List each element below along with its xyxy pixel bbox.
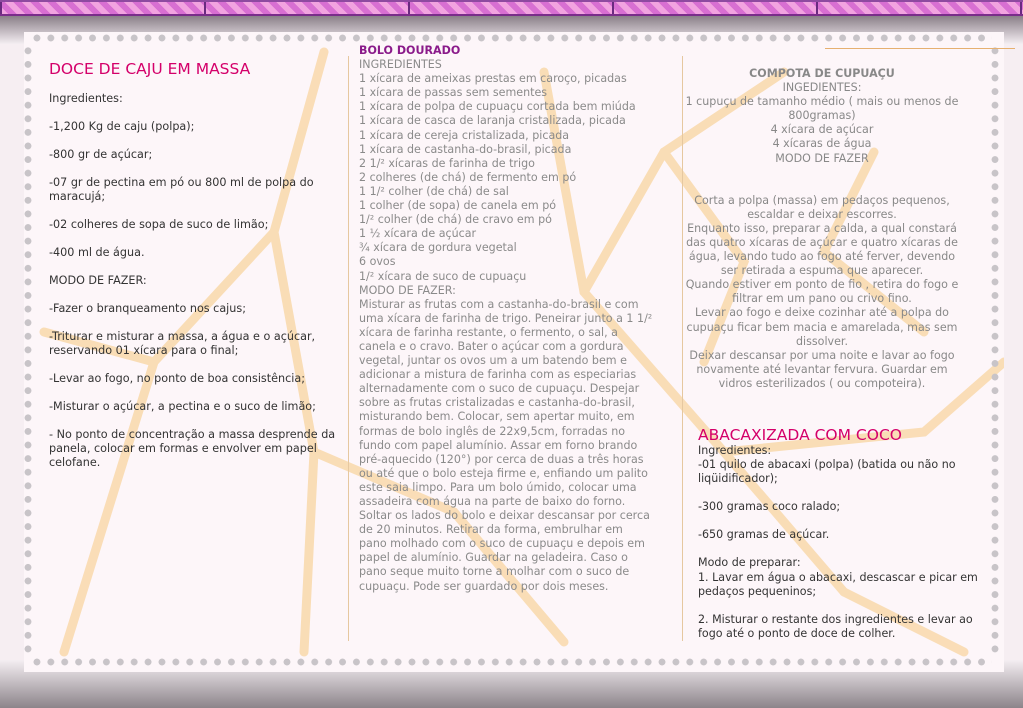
recipe-title: COMPOTA DE CUPUAÇU	[749, 67, 895, 80]
spacer	[682, 180, 962, 194]
ribbon-segment	[612, 2, 614, 14]
recipe-line: - No ponto de concentração a massa desprende da panela, colocar em formas e envolver em papel celofane.	[49, 428, 339, 469]
recipe-line: -01 quilo de abacaxi (polpa) (batida ou não no liqüidificador);	[698, 458, 956, 486]
recipe-line: 4 xícara de açúcar	[770, 123, 874, 137]
recipe-line: 2 1/² xícaras de farinha de trigo	[359, 156, 535, 170]
recipe-method-line: Levar ao fogo e deixe cozinhar até a polpa do cupuaçu ficar bem macia e amarelada, mas sem dissolver.	[686, 306, 958, 348]
recipe-line: 6 ovos	[359, 255, 396, 269]
recipe-title: ABACAXIZADA COM COCO	[698, 426, 902, 444]
recipe-line: -Levar ao fogo, no ponto de boa consistência;	[49, 372, 305, 385]
recipe-doce-de-caju	[49, 60, 351, 484]
top-decorative-ribbon	[0, 0, 1023, 16]
ribbon-segment	[1020, 2, 1022, 14]
recipe-line: 1 1/² colher (de chá) de sal	[359, 184, 509, 198]
recipe-line: -02 colheres de sopa de suco de limão;	[49, 218, 269, 231]
recipe-line: 1 ½ xícara de açúcar	[359, 227, 477, 241]
recipe-line: ¾ xícara de gordura vegetal	[359, 241, 517, 255]
recipe-title: BOLO DOURADO	[359, 44, 461, 57]
spacer	[682, 166, 962, 180]
recipe-line: 1 xícara de passas sem sementes	[359, 86, 548, 100]
recipe-method-line: Quando estiver em ponto de fio , retira do fogo e filtrar em um pano ou crivo fino.	[685, 278, 959, 306]
recipe-line: MODO DE FAZER	[775, 151, 869, 165]
recipe-line: 1 xícara de castanha-do-brasil, picada	[359, 142, 572, 156]
recipe-bolo-dourado	[359, 44, 654, 594]
dotted-border-top	[30, 34, 992, 42]
dotted-border-left	[24, 44, 32, 656]
recipe-line: 2. Misturar o restante dos ingredientes e levar ao fogo até o ponto de doce de colher.	[698, 612, 973, 640]
recipe-line: Modo de preparar: 1. Lavar em água o abacaxi, descascar e picar em pedaços pequeninos;	[698, 556, 978, 598]
recipe-line: INGREDIENTES	[359, 58, 442, 72]
recipe-title: DOCE DE CAJU EM MASSA	[49, 60, 251, 78]
recipe-line: Ingredientes:	[698, 444, 772, 457]
recipe-line: -Triturar e misturar a massa, a água e o açúcar, reservando 01 xícara para o final;	[49, 330, 319, 357]
recipe-abacaxizada-com-coco	[698, 426, 980, 655]
recipe-line: 4 xícaras de água	[772, 137, 872, 151]
dotted-border-right	[991, 44, 999, 656]
recipe-line: -800 gr de açúcar;	[49, 148, 153, 161]
recipe-line: 1 xícara de cereja cristalizada, picada	[359, 128, 570, 142]
recipe-line: -650 gramas de açúcar.	[698, 528, 830, 542]
recipe-line: 1 xícara de ameixas prestas em caroço, picadas	[359, 72, 627, 86]
recipe-line: -400 ml de água.	[49, 246, 145, 259]
recipe-line: 1 xícara de polpa de cupuaçu cortada bem miúda	[359, 100, 636, 114]
recipe-method-line: Enquanto isso, preparar a calda, a qual constará das quatro xícaras de açúcar e quatro xícaras de água, levando tudo ao fogo até ferver, devendo ser retirada a espuma que aparecer.	[686, 221, 958, 278]
ribbon-segment	[204, 2, 206, 14]
recipe-line: 1 cupuçu de tamanho médio ( mais ou menos de 800gramas)	[685, 95, 959, 123]
recipe-method-line: Deixar descansar por uma noite e lavar ao fogo novamente até levantar fervura. Guardar em vidros esterilizados ( ou compoteira).	[689, 348, 955, 390]
recipe-line: -Fazer o branqueamento nos cajus;	[49, 302, 246, 315]
recipe-line: 2 colheres (de chá) de fermento em pó	[359, 170, 577, 184]
recipe-line: -07 gr de pectina em pó ou 800 ml de polpa do maracujá;	[49, 176, 318, 203]
header-rule	[825, 48, 1015, 49]
ribbon-segment	[408, 2, 410, 14]
recipe-line: -1,200 Kg de caju (polpa);	[49, 120, 195, 133]
dotted-border-bottom	[30, 658, 992, 666]
recipe-line: Ingredientes:	[49, 92, 123, 105]
recipe-method-line: Corta a polpa (massa) em pedaços pequenos, escaldar e deixar escorres.	[694, 193, 950, 221]
ribbon-segment	[0, 2, 2, 14]
recipe-line: -Misturar o açúcar, a pectina e o suco de limão;	[49, 400, 316, 413]
recipe-compota-de-cupuacu	[682, 67, 962, 391]
recipe-line: MODO DE FAZER:	[359, 283, 456, 297]
recipe-method: Misturar as frutas com a castanha-do-brasil e com uma xícara de farinha de trigo. Peneirar junto a 1 1/² xícara de farinha restante, o fermento, o sal, a canela e o cravo. Bater o açúcar com a gordura vegetal, juntar os ovos um a um batendo bem e adicionar a mistura de farinha com as especiarias alternadamente com o suco de cupuaçu. Despejar sobre as frutas cristalizadas e castanha-do-brasil, misturando bem. Colocar, sem apertar muito, em formas de bolo inglês de 22x9,5cm, forradas no fundo com papel alumínio. Assar em forno brando pré-aquecido (120°) por cerca de duas a três horas ou até que o bolo esteja firme e, enfiando um palito este saia limpo. Para um bolo úmido, colocar uma assadeira com água na parte de baixo do forno. Soltar os lados do bolo e deixar descansar por cerca de 20 minutos. Retirar da forma, embrulhar em pano molhado com o suco de cupuaçu e depois em papel de alumínio. Guardar na geladeira. Caso o pano seque muito torne a molhar com o suco de cupuaçu. Pode ser guardado por dois meses.	[359, 297, 653, 593]
recipe-line: -300 gramas coco ralado;	[698, 500, 841, 514]
ribbon-segment	[816, 2, 818, 14]
recipe-line: 1/² xícara de suco de cupuaçu	[359, 269, 527, 283]
recipe-line: 1 xícara de casca de laranja cristalizada, picada	[359, 114, 626, 128]
recipe-line: 1/² colher (de chá) de cravo em pó	[359, 213, 552, 227]
recipe-line: 1 colher (de sopa) de canela em pó	[359, 199, 557, 213]
recipe-line: MODO DE FAZER:	[49, 274, 147, 287]
recipe-line: INGEDIENTES:	[782, 81, 862, 95]
